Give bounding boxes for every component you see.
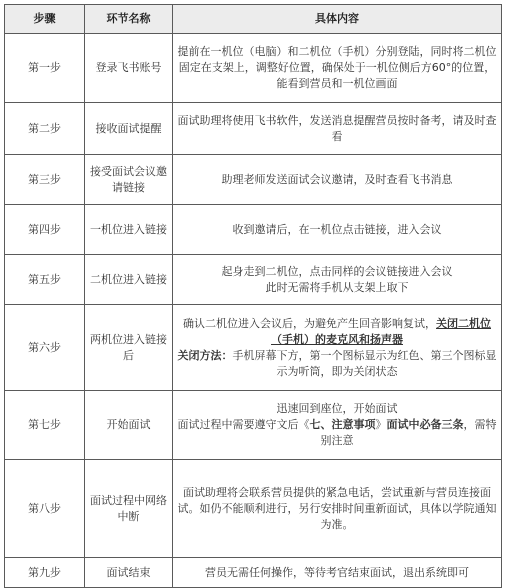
name-cell: 接收面试提醒 [85,103,173,155]
content-paragraph [177,401,497,417]
content-text: 面试助理将使用飞书软件，发送消息提醒营员按时备考，请及时查看 [177,113,497,143]
header-row [5,5,502,34]
step-cell: 第三步 [5,155,85,205]
table-row [5,34,502,103]
table-row [5,205,502,255]
header-content: 具体内容 [173,5,502,34]
emphasis-text: 面试中必备三条 [386,418,464,431]
name-cell: 开始面试 [85,391,173,460]
step-cell: 第九步 [5,558,85,588]
name-cell: 登录飞书账号 [85,34,173,103]
table-row [5,155,502,205]
content-paragraph [177,44,497,92]
content-text: 提前在一机位（电脑）和二机位（手机）分别登陆，同时将二机位固定在支架上，调整好位置，确保处于一机位侧后方60°的位置，能看到营员和一机位画面 [177,45,497,90]
name-cell: 面试过程中网络中断 [85,460,173,558]
step-cell: 第五步 [5,255,85,305]
step-cell: 第七步 [5,391,85,460]
content-paragraph [177,485,497,533]
table-row [5,305,502,391]
header-name: 环节名称 [85,5,173,34]
name-cell: 接受面试会议邀请链接 [85,155,173,205]
name-cell: 二机位进入链接 [85,255,173,305]
content-cell [173,155,502,205]
content-cell [173,255,502,305]
content-paragraph [177,222,497,238]
content-paragraph [177,172,497,188]
emphasis-text: 关闭方法： [177,348,233,362]
content-paragraph [177,565,497,581]
content-paragraph [177,113,497,145]
content-paragraph [177,348,497,380]
content-paragraph [177,417,497,449]
content-text: ，需特别注意 [320,418,497,447]
content-cell [173,34,502,103]
content-text: 营员无需任何操作，等待考官结束面试，退出系统即可 [205,565,469,579]
content-text: 手机屏幕下方，第一个图标显示为红色、第三个图标显示为听筒，即为关闭状态 [232,348,497,378]
content-text: 确认二机位进入会议后，为避免产生回音影响复试， [183,316,436,330]
content-text: 助理老师发送面试会议邀请，及时查看飞书消息 [221,172,453,186]
content-cell [173,305,502,391]
content-paragraph [177,264,497,280]
table-row [5,460,502,558]
step-cell: 第二步 [5,103,85,155]
steps-table [4,4,502,588]
content-paragraph [177,280,497,296]
content-text: 收到邀请后，在一机位点击链接，进入会议 [232,222,442,236]
content-text: 起身走到二机位，点击同样的会议链接进入会议 [221,264,453,278]
step-cell: 第一步 [5,34,85,103]
emphasis-text: 关闭二机位（手机）的麦克风和扬声器 [271,316,491,346]
table-row [5,391,502,460]
emphasis-text: 七、注意事项 [309,418,376,431]
step-cell: 第八步 [5,460,85,558]
table-row [5,103,502,155]
content-text: 迅速回到座位，开始面试 [276,402,398,415]
content-paragraph [177,316,497,348]
name-cell: 两机位进入链接后 [85,305,173,391]
content-cell [173,391,502,460]
name-cell: 一机位进入链接 [85,205,173,255]
header-step: 步骤 [5,5,85,34]
content-cell [173,205,502,255]
content-text: 》 [375,418,387,431]
content-text: 此时无需将手机从支架上取下 [265,280,409,294]
table-row [5,558,502,588]
content-cell [173,460,502,558]
content-text: 面试过程中需要遵守文后《 [177,418,310,431]
content-cell [173,103,502,155]
table-row [5,255,502,305]
step-cell: 第六步 [5,305,85,391]
step-cell: 第四步 [5,205,85,255]
content-cell [173,558,502,588]
content-text: 面试助理将会联系营员提供的紧急电话，尝试重新与营员连接面试。如仍不能顺利进行，另行安排时间重新面试，具体以学院通知为准。 [177,485,497,531]
name-cell: 面试结束 [85,558,173,588]
